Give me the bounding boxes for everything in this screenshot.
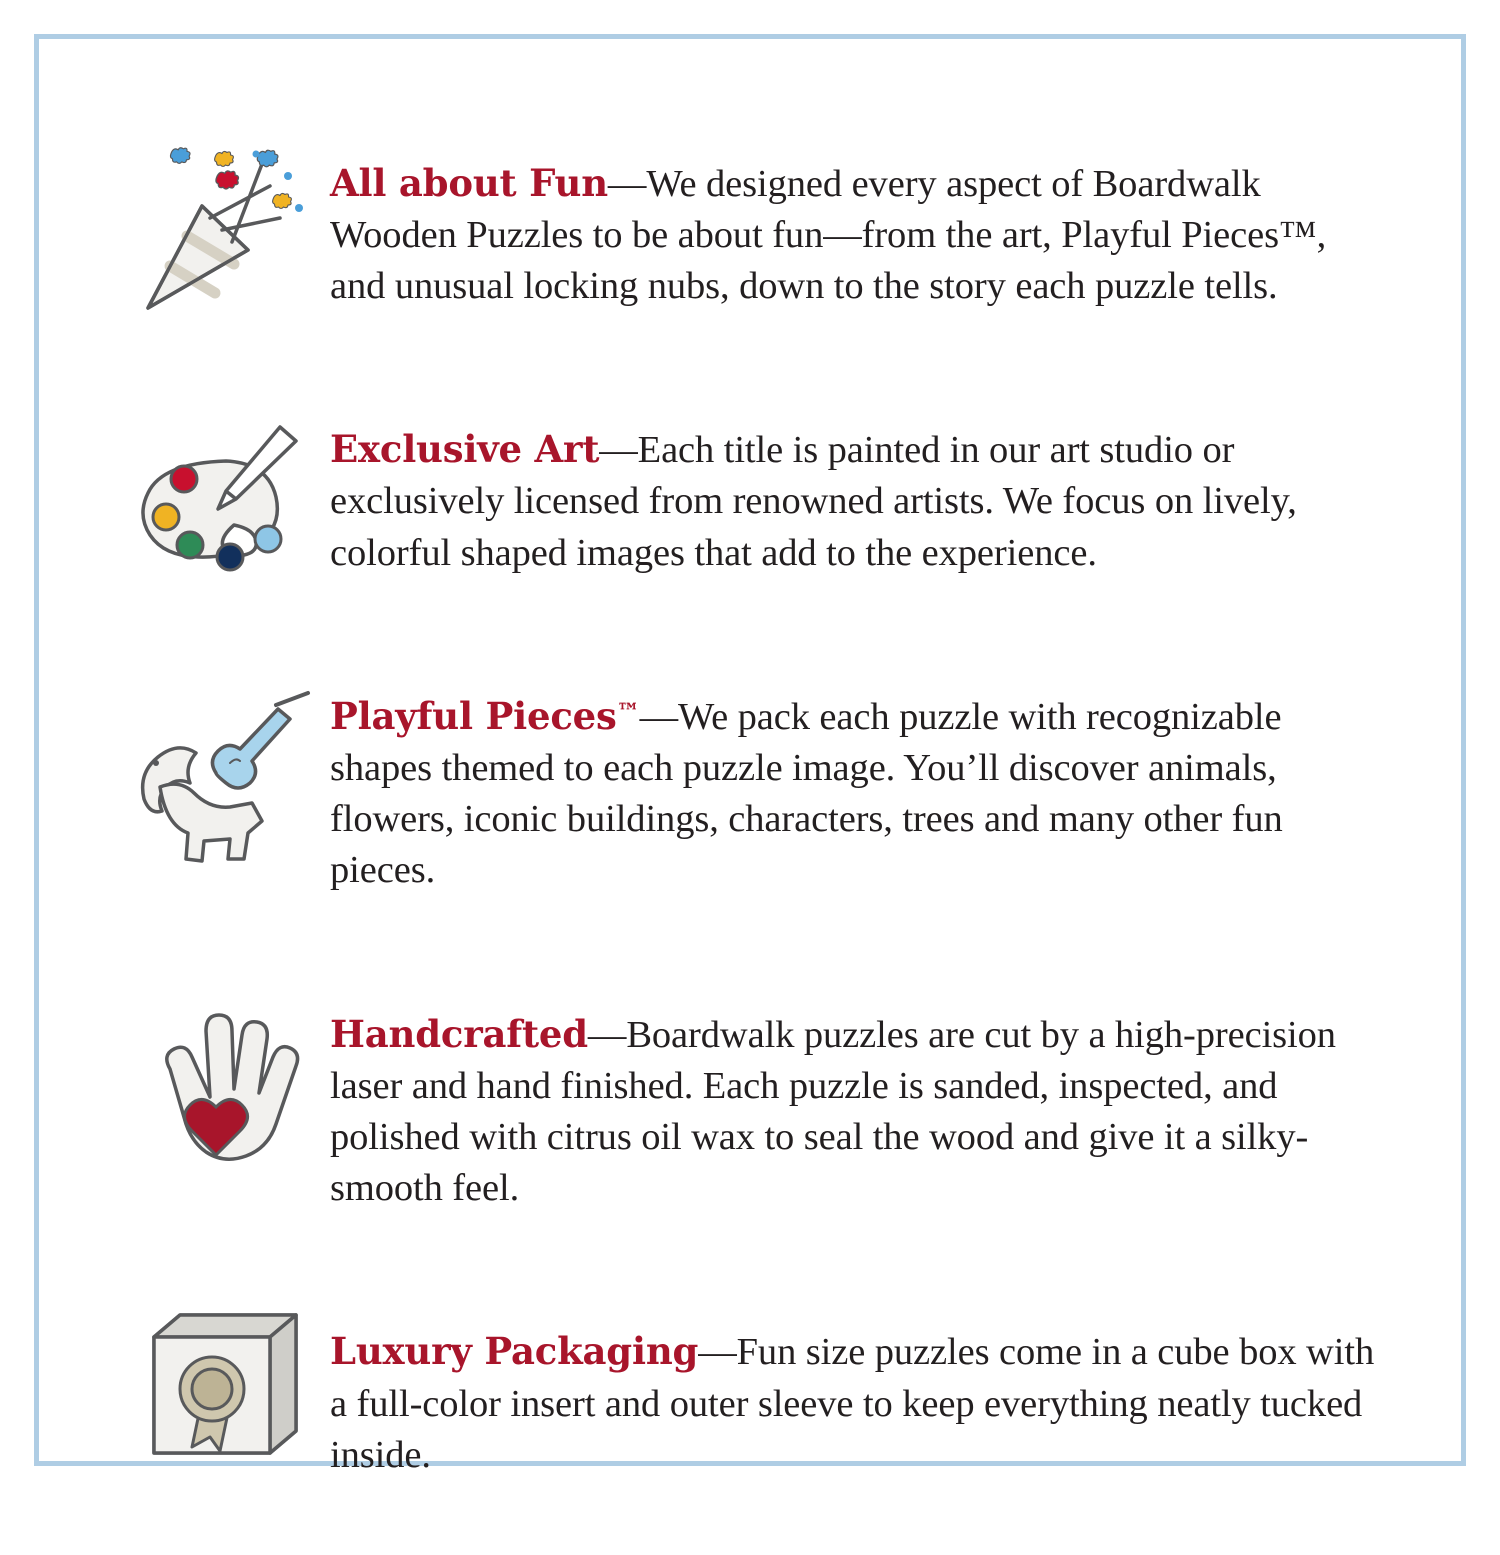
feature-body: —Fun size puzzles come in a cube box with a full-color insert and outer sleeve to keep everything neatly tucked inside. — [330, 1331, 1375, 1476]
feature-list — [120, 120, 1390, 1555]
feature-body: —Each title is painted in our art studio or exclusively licensed from renowned artists. We focus on lively, colorful shaped images that add to the experience. — [330, 429, 1297, 574]
party-popper-puzzle-icon — [120, 120, 330, 326]
feature-paragraph — [330, 1010, 1390, 1215]
hand-with-heart-icon — [120, 971, 330, 1196]
feature-title-text: Playful Pieces — [330, 693, 617, 738]
feature-body: —We designed every aspect of Boardwalk Wooden Puzzles to be about fun—from the art, Playful Pieces™, and unusual locking nubs, down to the story each puzzle tells. — [330, 162, 1327, 307]
feature-title: Exclusive Art — [330, 427, 600, 472]
feature-item-playful-pieces — [120, 653, 1390, 935]
feature-text-cell — [330, 1289, 1390, 1520]
feature-text-cell — [330, 653, 1390, 935]
feature-item-all-about-fun — [120, 120, 1390, 351]
feature-title: Luxury Packaging — [330, 1329, 699, 1374]
feature-body: —Boardwalk puzzles are cut by a high-precision laser and hand finished. Each puzzle is sanded, inspected, and polished with citrus oil wax to seal the wood and give it a silky-smooth feel. — [330, 1013, 1336, 1210]
feature-paragraph — [330, 425, 1390, 579]
feature-item-exclusive-art — [120, 387, 1390, 618]
feature-text-cell — [330, 120, 1390, 351]
feature-paragraph — [330, 1327, 1390, 1481]
squirrel-violin-icon — [120, 653, 330, 869]
gift-box-rosette-icon — [120, 1289, 330, 1465]
feature-paragraph — [330, 159, 1390, 313]
feature-body: —We pack each puzzle with recognizable shapes themed to each puzzle image. You’ll discover animals, flowers, iconic buildings, characters, trees and many other fun pieces. — [330, 695, 1283, 892]
feature-item-handcrafted — [120, 971, 1390, 1253]
feature-paragraph — [330, 692, 1390, 897]
feature-title: Handcrafted — [330, 1011, 588, 1056]
feature-title — [330, 694, 640, 738]
feature-item-luxury-packaging — [120, 1289, 1390, 1520]
feature-text-cell — [330, 387, 1390, 618]
trademark-symbol: ™ — [616, 698, 640, 726]
feature-text-cell — [330, 971, 1390, 1253]
feature-title: All about Fun — [330, 160, 608, 205]
paint-palette-brush-icon — [120, 387, 330, 587]
